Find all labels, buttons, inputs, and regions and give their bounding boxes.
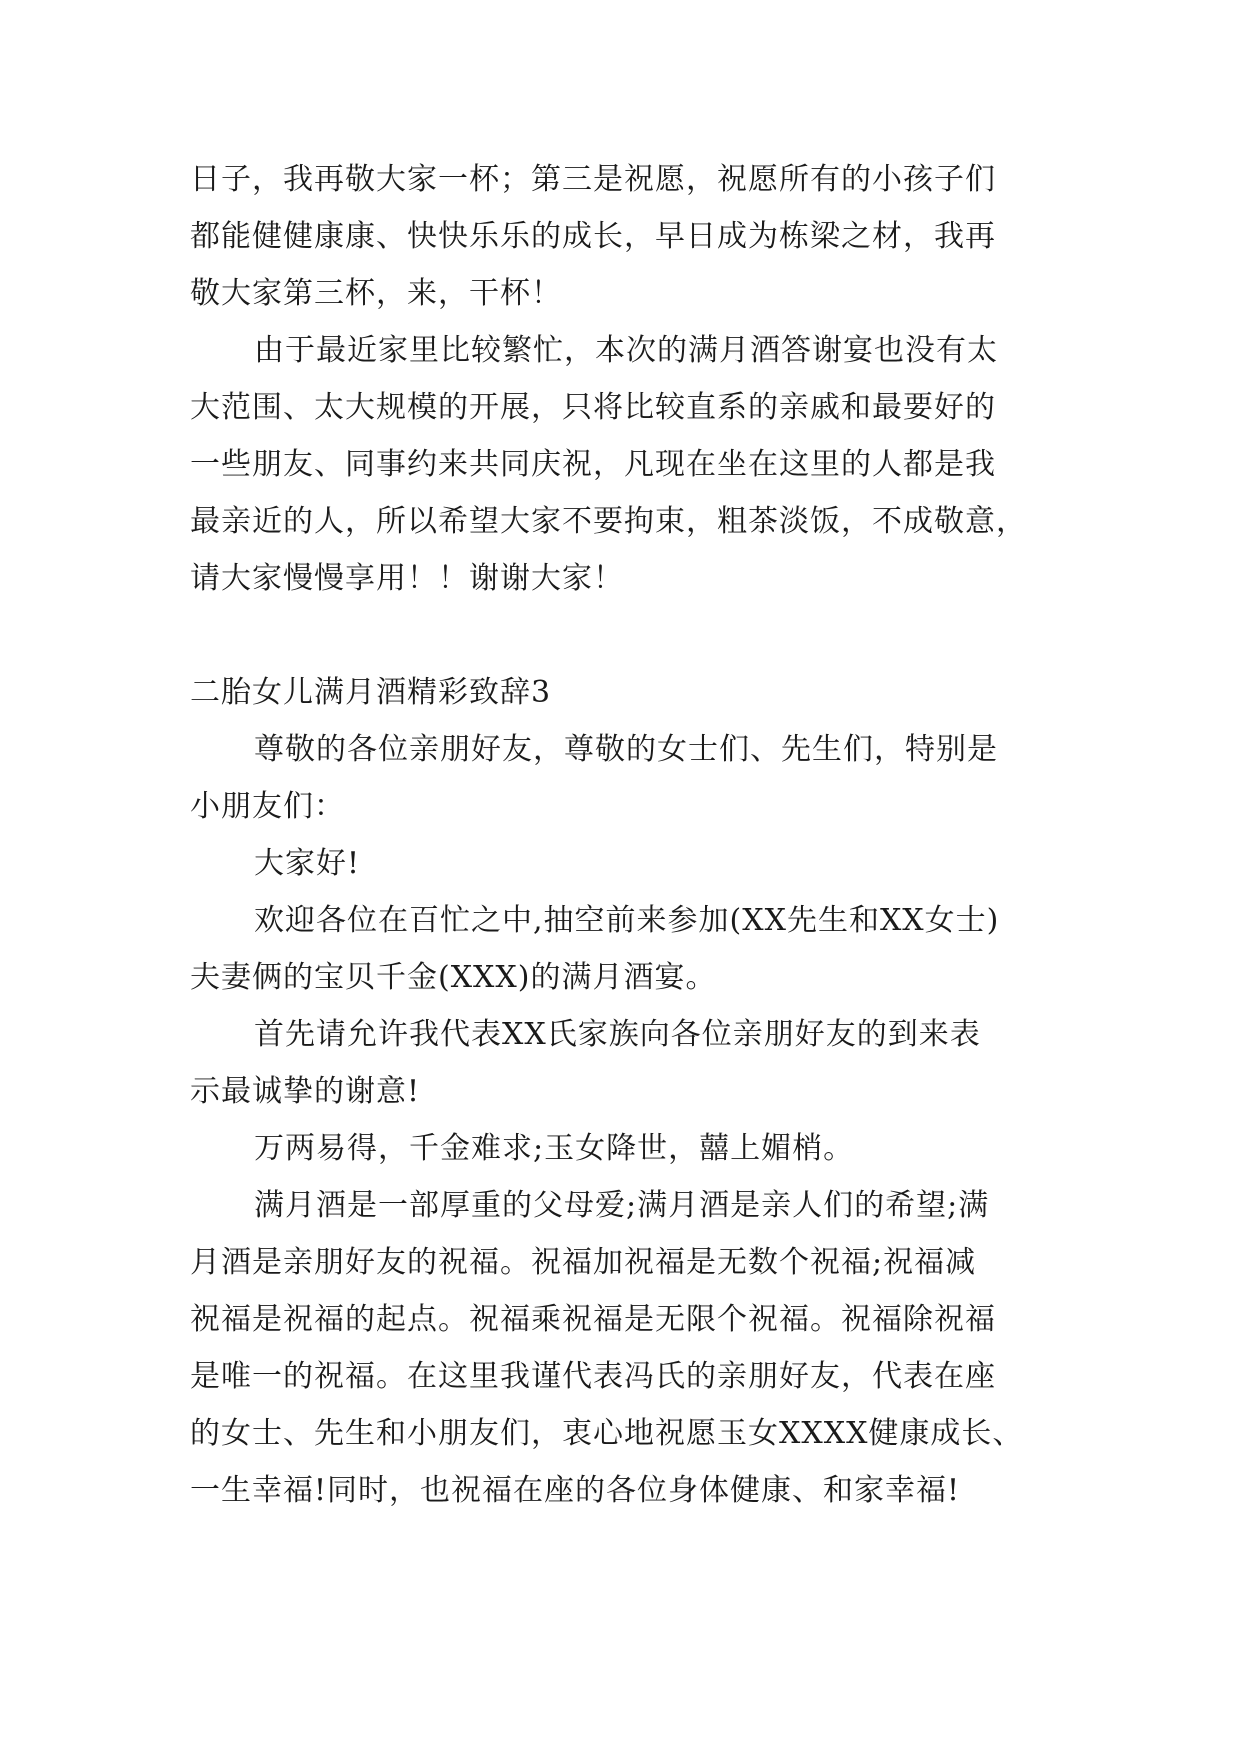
paragraph-blessing: 满月酒是一部厚重的父母爱;满月酒是亲人们的希望;满 月酒是亲朋好友的祝福。祝福加祝福是无数个祝福;祝福减 祝福是祝福的起点。祝福乘祝福是无限个祝福。祝福除祝福 是唯一的祝福。在这里我谨代表冯氏的亲朋好友，代表在座 的女士、先生和小朋友们，衷心地祝愿玉女XXXX健康成长、 一生幸福!同时，也祝福在座的各位身体健康、和家幸福! bbox=[190, 1188, 1024, 1508]
paragraph-thanks: 由于最近家里比较繁忙，本次的满月酒答谢宴也没有太 大范围、太大规模的开展，只将比较直系的亲戚和最要好的 一些朋友、同事约来共同庆祝，凡现在坐在这里的人都是我 最亲近的人，所以希望大家不要拘束，粗茶淡饭，不成敬意， 请大家慢慢享用！！谢谢大家！ bbox=[190, 333, 1027, 596]
paragraph-salutation: 尊敬的各位亲朋好友，尊敬的女士们、先生们，特别是 小朋友们： bbox=[190, 732, 998, 824]
paragraph-proverb: 万两易得，千金难求;玉女降世，囍上媚梢。 bbox=[254, 1131, 855, 1166]
document-body bbox=[190, 151, 1070, 1519]
section-heading: 二胎女儿满月酒精彩致辞3 bbox=[190, 675, 552, 710]
section-spacer bbox=[190, 607, 1070, 664]
paragraph-continued-toast: 日子，我再敬大家一杯；第三是祝愿，祝愿所有的小孩子们 都能健健康康、快快乐乐的成长，早日成为栋梁之材，我再 敬大家第三杯，来，干杯！ bbox=[190, 162, 996, 311]
paragraph-gratitude: 首先请允许我代表XX氏家族向各位亲朋好友的到来表 示最诚挚的谢意! bbox=[190, 1017, 981, 1109]
paragraph-welcome: 欢迎各位在百忙之中,抽空前来参加(XX先生和XX女士) 夫妻俩的宝贝千金(XXX)的满月酒宴。 bbox=[190, 903, 1000, 995]
paragraph-greeting: 大家好! bbox=[254, 846, 361, 881]
